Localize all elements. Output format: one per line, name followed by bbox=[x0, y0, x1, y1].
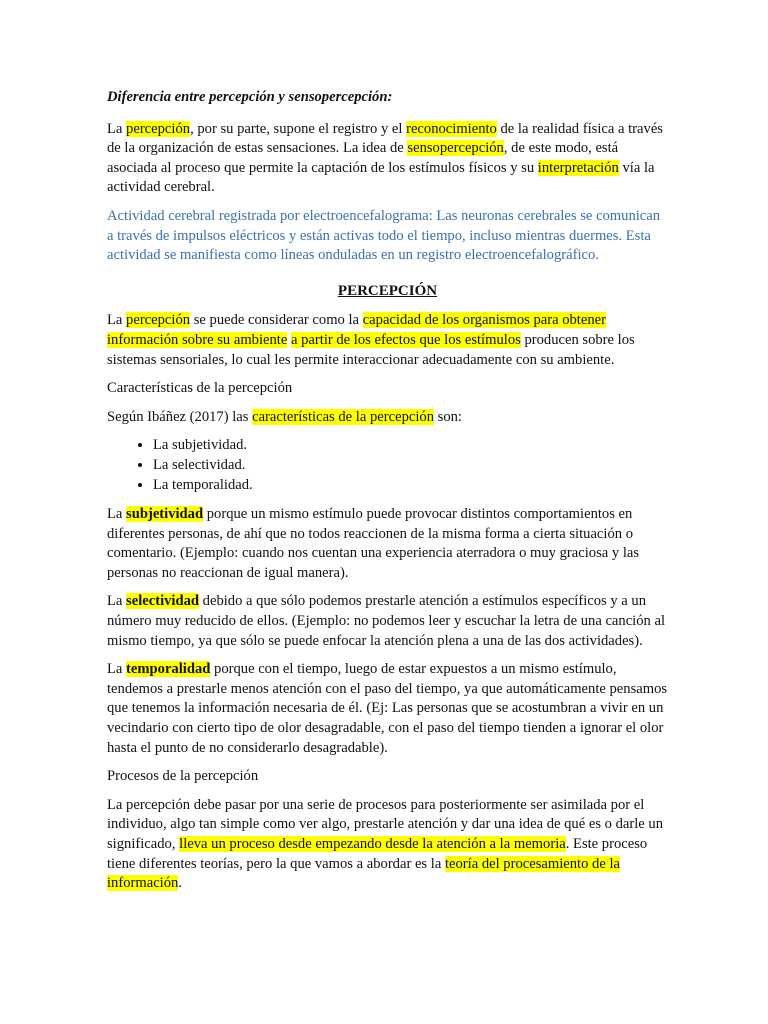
text: se puede considerar como la bbox=[190, 312, 363, 329]
list-item: • La subjetividad. bbox=[153, 436, 668, 456]
paragraph-subjetividad bbox=[107, 505, 668, 583]
text: Según Ibáñez (2017) las bbox=[107, 408, 253, 425]
paragraph-procesos bbox=[107, 796, 668, 894]
section-title: PERCEPCIÓN bbox=[337, 282, 438, 299]
paragraph-selectividad bbox=[107, 592, 668, 651]
highlight: características de la percepción bbox=[252, 408, 434, 425]
highlight: sensopercepción bbox=[407, 140, 504, 157]
list-item: • La temporalidad. bbox=[153, 476, 668, 496]
highlight: reconocimiento bbox=[406, 120, 497, 137]
text: . Este proceso tiene diferentes teorías, pero la que vamos a abordar es la bbox=[107, 836, 648, 872]
list-item: • La selectividad. bbox=[153, 456, 668, 476]
paragraph-percepcion-definicion bbox=[107, 311, 668, 370]
text: debido a que sólo podemos prestarle atención a estímulos específicos y a un número muy reducido de ellos. (Ejemplo: no podemos leer y escuchar la letra de una canción al mismo tiempo, ya que sólo se puede enfocar la atención plena a una de las dos actividades). bbox=[107, 593, 666, 649]
highlight-bold: subjetividad bbox=[126, 506, 204, 523]
text: producen sobre los sistemas sensoriales, lo cual les permite interaccionar adecuadamente con su ambiente. bbox=[107, 331, 635, 368]
highlight: teoría del procesamiento de la información bbox=[107, 855, 620, 892]
text: de la realidad física a través de la organización de estas sensaciones. La idea de bbox=[107, 120, 663, 157]
text: porque un mismo estímulo puede provocar distintos comportamientos en diferentes personas, de ahí que no todos reaccionen de la misma forma a cierta situación o comentario. (Ejemplo: cuando nos cuentan una experiencia aterradora o muy graciosa y las personas no reaccionan de igual manera). bbox=[107, 506, 640, 581]
highlight: percepción bbox=[126, 312, 191, 329]
text: , por su parte, supone el registro y el bbox=[190, 120, 407, 137]
highlight: percepción bbox=[126, 120, 191, 137]
characteristics-list bbox=[107, 436, 668, 495]
highlight-bold: selectividad bbox=[126, 593, 200, 610]
text: La percepción debe pasar por una serie de procesos para posteriormente ser asimilada por el individuo, algo tan simple como ver algo, prestarle atención y dar una idea de qué es o darle un significado, bbox=[107, 796, 664, 852]
text: porque con el tiempo, luego de estar expuestos a un mismo estímulo, tendemos a prestarle menos atención con el paso del tiempo, ya que automáticamente pensamos que tenemos la información necesaria de él. (Ej: Las personas que se acostumbran a vivir en un vecindario con cierto tipo de olor desagradable, con el paso del tiempo tienden a ignorar el olor hasta el punto de no considerarlo desagradable). bbox=[107, 661, 668, 756]
paragraph-temporalidad bbox=[107, 660, 668, 758]
highlight-bold: temporalidad bbox=[126, 661, 211, 678]
text: . bbox=[178, 875, 182, 892]
text: La bbox=[107, 506, 127, 523]
paragraph-eeg: Actividad cerebral registrada por electroencefalograma: Las neuronas cerebrales se comunican a través de impulsos eléctricos y están activas todo el tiempo, incluso mientras duermes. Esta actividad se manifiesta como líneas onduladas en un registro electroencefalográfico. bbox=[107, 207, 661, 264]
text: La bbox=[107, 120, 127, 137]
highlight: capacidad de los organismos para obtener información sobre su ambiente bbox=[107, 312, 606, 348]
text: son: bbox=[434, 408, 462, 425]
subheading-procesos: Procesos de la percepción bbox=[107, 768, 259, 785]
text: La bbox=[107, 593, 127, 610]
highlight: lleva un proceso desde empezando desde la atención a la memoria bbox=[179, 836, 566, 852]
highlight: a partir de los efectos que los estímulos bbox=[291, 331, 521, 348]
text: La bbox=[107, 312, 127, 329]
highlight: interpretación bbox=[537, 159, 619, 176]
text: La bbox=[107, 661, 127, 678]
subheading-caracteristicas: Características de la percepción bbox=[107, 380, 293, 397]
paragraph-ibanez bbox=[107, 408, 668, 428]
paragraph-sensopercepcion bbox=[107, 120, 668, 198]
text: , de este modo, está asociada al proceso que permite la captación de los estímulos físicos y su bbox=[107, 140, 619, 176]
text: vía la actividad cerebral. bbox=[107, 159, 655, 196]
doc-heading: Diferencia entre percepción y sensopercepción: bbox=[107, 89, 393, 105]
